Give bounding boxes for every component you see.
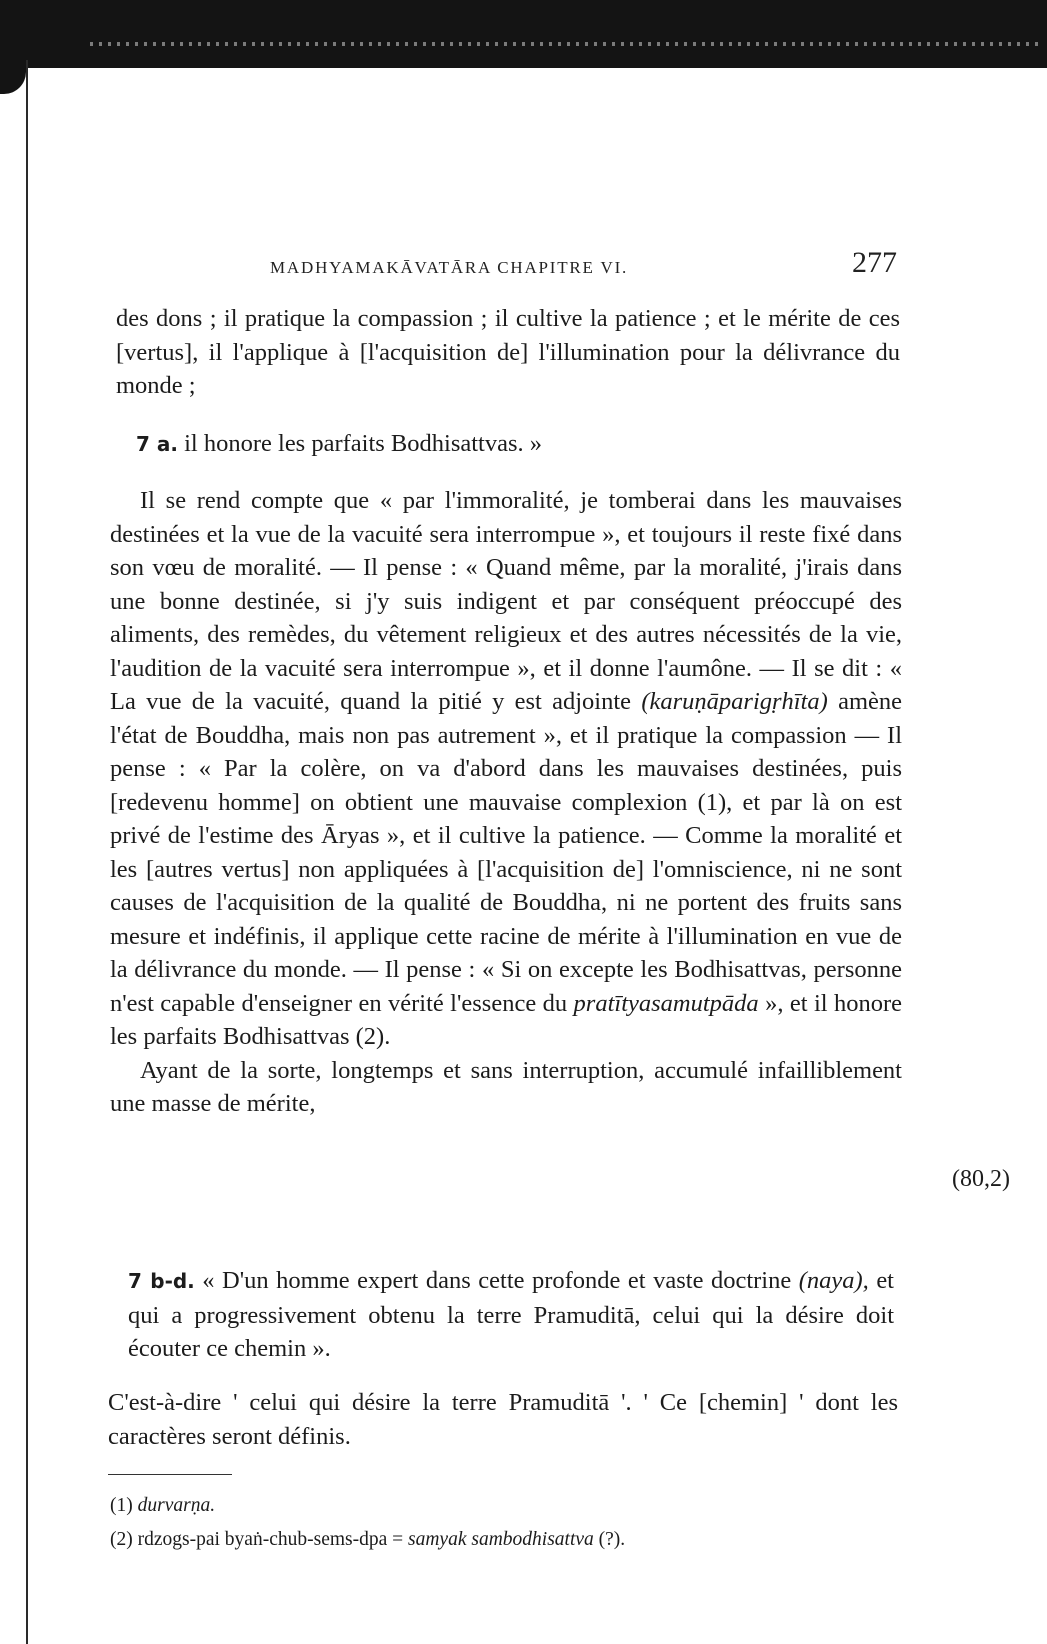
verse-number: 7 a.	[136, 432, 178, 456]
footnote-end: (?).	[598, 1529, 626, 1550]
paragraph-2	[110, 484, 902, 1121]
paragraph-1	[116, 302, 900, 403]
footnote-2	[110, 1523, 870, 1557]
footnote-marker: (1)	[110, 1495, 133, 1516]
sanskrit-term: pratītyasamutpāda	[573, 989, 759, 1017]
verse-7bd	[128, 1264, 894, 1366]
scan-top-edge	[0, 0, 1047, 68]
verse-text-part-1: « D'un homme expert dans cette profonde et vaste doctrine	[202, 1267, 792, 1294]
footnote-text: rdzogs-pai byaṅ-chub-sems-dpa =	[137, 1529, 404, 1550]
paragraph-2-part-2: amène l'état de Bouddha, mais non pas autrement », et il pratique la compassion — Il pense : « Par la colère, on va d'abord dans les mauvaises destinées, puis [redevenu homme] on obtient une mauvaise complexion (1), et par là on est privé de l'estime des Āryas », et il cultive la patience. — Comme la moralité et les [autres vertus] non appliquées à [l'acquisition de] l'omniscience, ni ne sont causes de l'acquisition de la qualité de Bouddha, ni ne portent des fruits sans mesure et indéfinis, il applique cette racine de mérite à l'illumination en vue de la délivrance du monde. — Il pense : « Si on excepte les Bodhisattvas, personne n'est capable d'enseigner en vérité l'essence du	[110, 688, 903, 1017]
paragraph-3: Ayant de la sorte, longtemps et sans interruption, accumulé infailliblement une masse de mérite,	[110, 1056, 902, 1117]
verse-text-part-2: et qui a progressivement obtenu la terre Pramuditā, celui qui la désire doit écouter ce chemin ».	[128, 1267, 894, 1362]
verse-text: il honore les parfaits Bodhisattvas. »	[184, 430, 543, 457]
sanskrit-term: (naya),	[798, 1267, 869, 1294]
scan-left-edge	[0, 60, 28, 1644]
margin-reference: (80,2)	[952, 1166, 1010, 1192]
footnotes	[110, 1489, 870, 1557]
paragraph-4-text: C'est-à-dire ' celui qui désire la terre Pramuditā '. ' Ce [chemin] ' dont les caractères seront définis.	[108, 1389, 898, 1450]
footnote-term: samyak sambodhisattva	[408, 1529, 594, 1550]
footnote-divider	[108, 1474, 232, 1475]
footnote-marker: (2)	[110, 1529, 133, 1550]
paragraph-1-text: des dons ; il pratique la compassion ; il cultive la patience ; et le mérite de ces [vertus], il l'applique à [l'acquisition de] l'illumination pour la délivrance du monde ;	[116, 305, 900, 399]
paragraph-2-part-1: Il se rend compte que « par l'immoralité, je tomberai dans les mauvaises destinées et la vue de la vacuité sera interrompue », et toujours il reste fixé dans son vœu de moralité. — Il pense : « Quand même, par la moralité, j'irais dans une bonne destinée, si j'y suis indigent et par conséquent préoccupé des aliments, des remèdes, du vêtement religieux et des autres nécessités de la vie, l'audition de la vacuité sera interrompue », et il donne l'aumône. — Il se dit : « La vue de la vacuité, quand la pitié y est adjointe	[110, 487, 902, 715]
verse-7a	[136, 427, 900, 462]
sanskrit-term: (karuṇāparigṛhīta)	[641, 688, 828, 715]
paragraph-4	[108, 1386, 898, 1453]
page-number: 277	[852, 246, 897, 279]
verse-number: 7 b-d.	[128, 1269, 195, 1293]
footnote-1	[110, 1489, 870, 1523]
paragraph-2-part-3: », et il honore les parfaits Bodhisattvas (2).	[110, 989, 903, 1050]
footnote-term: durvarṇa.	[137, 1495, 216, 1516]
running-head: MADHYAMAKĀVATĀRA CHAPITRE VI.	[270, 258, 629, 277]
